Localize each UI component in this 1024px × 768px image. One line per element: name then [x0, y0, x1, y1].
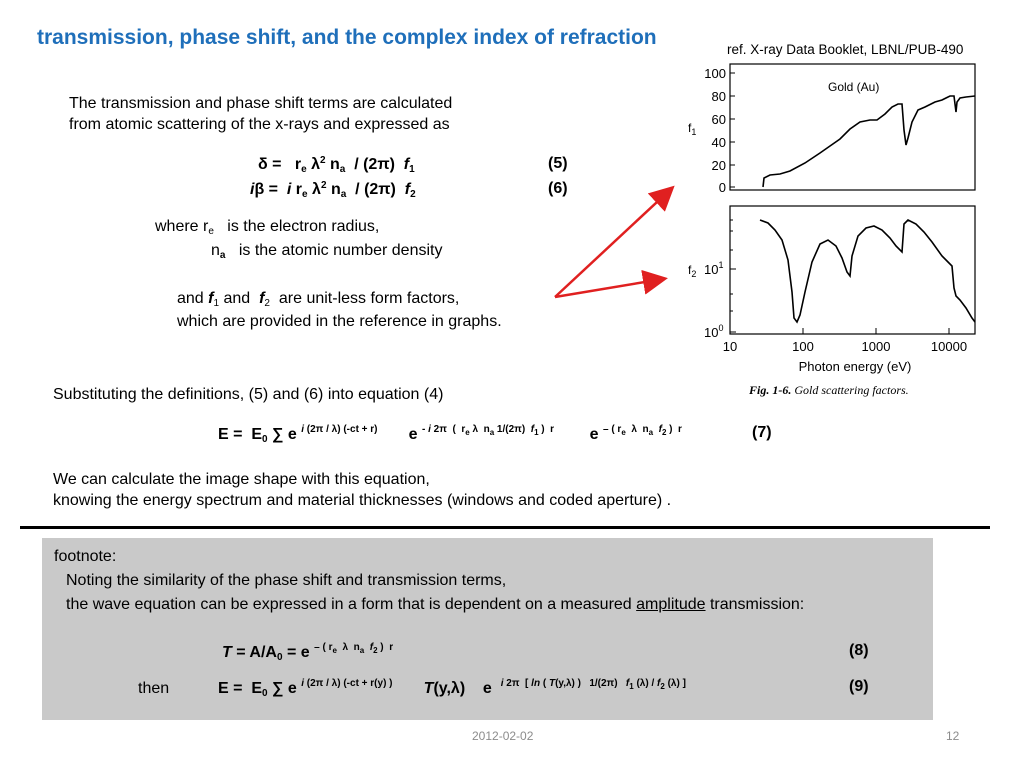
equation-5: $\delta = r_e$ $\lambda^2$ $n_a / (2\pi)$ $f_1$ [258, 155, 415, 175]
f2-y-ticks [730, 220, 736, 332]
where-line-1: where $r_e$ is the electron radius, [155, 218, 380, 237]
calc-line-2: knowing the energy spectrum and material thicknesses (windows and coded aperture) . [53, 492, 672, 509]
f2-curve [760, 220, 975, 322]
page-number: 12 [946, 729, 960, 743]
section-divider [20, 526, 990, 529]
f2-panel-frame [730, 206, 975, 334]
x-tick-10: 10 [722, 339, 738, 354]
form-factor-line-2: which are provided in the reference in graphs. [177, 313, 502, 330]
x-tick-1000: 1000 [861, 339, 891, 354]
footnote-line-2: the wave equation can be expressed in a form that is dependent on a measured amplitude transmission: [66, 596, 805, 613]
footer-date: 2012-02-02 [472, 729, 534, 743]
page-title: transmission, phase shift, and the complex index of refraction [37, 26, 657, 49]
f1-tick-0: 0 [718, 180, 726, 195]
figure-caption: Fig. 1-6. Gold scattering factors. [749, 383, 909, 397]
f1-axis-label: $f_1$ [688, 121, 697, 137]
pointer-arrows [545, 180, 680, 305]
equation-7-number: (7) [752, 424, 772, 441]
equation-9-number: (9) [849, 678, 869, 695]
where-line-2: $n_a$ is the atomic number density [211, 242, 443, 261]
f1-y-ticks [730, 73, 735, 187]
gold-scattering-chart [680, 60, 990, 385]
equation-6-number: (6) [548, 180, 568, 197]
chart-svg [680, 60, 990, 385]
footnote-line-1: Noting the similarity of the phase shift and transmission terms, [66, 572, 507, 589]
equation-8: $T = A/A_0 = e$ $^{- ( r_e \lambda n_a f_2 ) r}$ [222, 642, 394, 663]
f1-tick-80: 80 [711, 89, 726, 104]
intro-line-1: The transmission and phase shift terms are calculated [69, 95, 453, 112]
x-tick-10000: 10000 [930, 339, 968, 354]
calc-line-1: We can calculate the image shape with this equation, [53, 471, 430, 488]
footnote-heading: footnote: [54, 548, 117, 565]
substituting-text: Substituting the definitions, (5) and (6) into equation (4) [53, 386, 444, 403]
f1-tick-60: 60 [711, 112, 726, 127]
f2-tick-10-0: $10^0$ [704, 323, 724, 340]
f1-tick-20: 20 [711, 158, 726, 173]
x-axis-label: Photon energy (eV) [798, 359, 912, 374]
equation-7: $E = E_0$ ∑ e $^{i (2\pi / \lambda) (-ct + r)}$ e $^{- i 2\pi ( r_e \lambda n_a 1/(2\pi) f_1 ) r}$ e $^{- ( r_e \lambda n_a f_2 ) r}$ [218, 424, 682, 445]
intro-line-2: from atomic scattering of the x-rays and expressed as [69, 116, 450, 133]
x-tick-100: 100 [792, 339, 814, 354]
f1-curve [763, 96, 975, 187]
reference-note: ref. X-ray Data Booklet, LBNL/PUB-490 [727, 42, 964, 57]
x-ticks [730, 328, 949, 334]
equation-6: iβ = i $r_e$ $\lambda^2$ $n_a / (2\pi)$ $f_2$ [250, 180, 416, 200]
f2-axis-label: $f_2$ [688, 263, 697, 279]
equation-8-number: (8) [849, 642, 869, 659]
then-label: then [138, 680, 170, 697]
f1-tick-40: 40 [711, 135, 726, 150]
equation-9: $E = E_0$ ∑ e $^{i (2\pi / \lambda) (-ct + r(y) )}$ T(y,λ) e $^{i 2\pi [ ln ( T(y,\lambda) ) 1/(2\pi) f_1 (\lambda) / f_2 (\lambda) ]}$ [218, 678, 686, 699]
f2-tick-10-1: $10^1$ [704, 260, 724, 277]
f1-tick-100: 100 [704, 66, 726, 81]
equation-5-number: (5) [548, 155, 568, 172]
chart-legend: Gold (Au) [828, 80, 880, 94]
form-factor-line-1: and $f_1$ and $f_2$ are unit-less form factors, [177, 290, 460, 309]
